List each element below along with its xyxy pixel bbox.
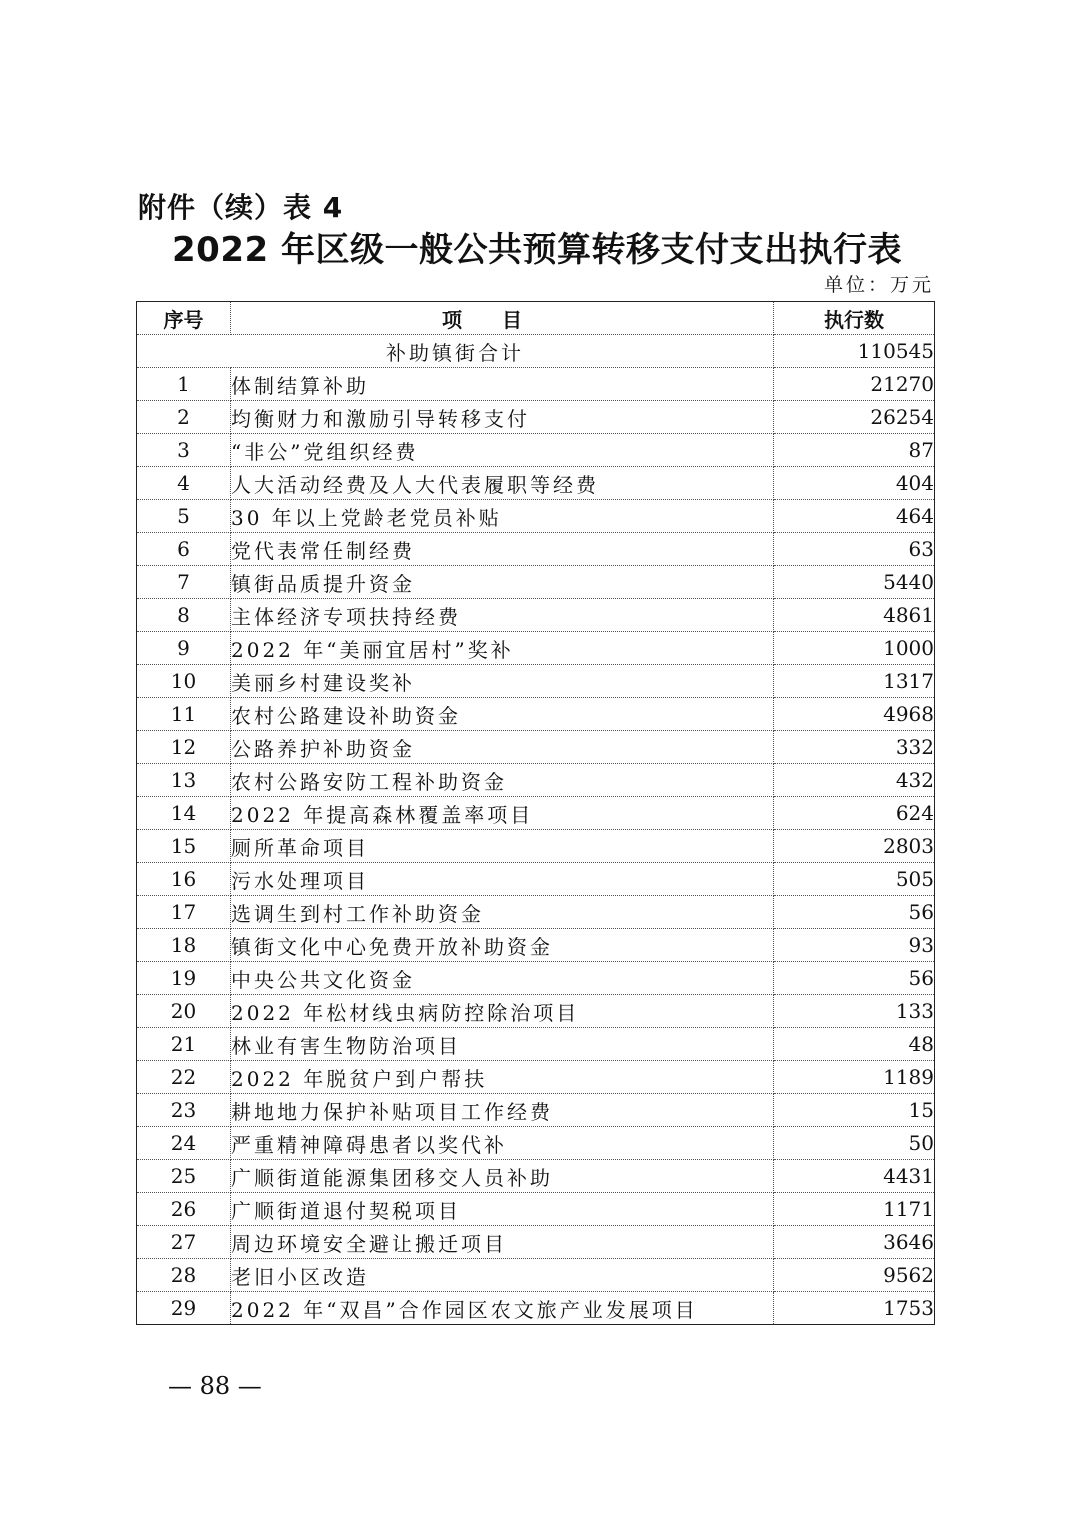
table-row	[137, 698, 935, 731]
row-number: 24	[137, 1127, 231, 1160]
row-item: 公路养护补助资金	[231, 731, 774, 764]
row-number: 3	[137, 434, 231, 467]
row-value: 56	[774, 896, 935, 929]
table-row	[137, 1061, 935, 1094]
row-value: 56	[774, 962, 935, 995]
row-item: 人大活动经费及人大代表履职等经费	[231, 467, 774, 500]
row-value: 21270	[774, 368, 935, 401]
row-item: 2022 年“美丽宜居村”奖补	[231, 632, 774, 665]
table-row	[137, 896, 935, 929]
row-item: 厕所革命项目	[231, 830, 774, 863]
table-row	[137, 764, 935, 797]
row-number: 12	[137, 731, 231, 764]
row-value: 1189	[774, 1061, 935, 1094]
row-value: 1000	[774, 632, 935, 665]
row-number: 2	[137, 401, 231, 434]
table-row	[137, 1259, 935, 1292]
unit-label: 单位：万元	[823, 274, 934, 296]
row-number: 11	[137, 698, 231, 731]
row-number: 9	[137, 632, 231, 665]
table-row	[137, 665, 935, 698]
row-number: 28	[137, 1259, 231, 1292]
row-item: 30 年以上党龄老党员补贴	[231, 500, 774, 533]
row-number: 22	[137, 1061, 231, 1094]
row-value: 5440	[774, 566, 935, 599]
row-item: 老旧小区改造	[231, 1259, 774, 1292]
row-item: 2022 年脱贫户到户帮扶	[231, 1061, 774, 1094]
row-number: 13	[137, 764, 231, 797]
row-item: 周边环境安全避让搬迁项目	[231, 1226, 774, 1259]
row-item: 农村公路建设补助资金	[231, 698, 774, 731]
table-row	[137, 962, 935, 995]
row-item: 广顺街道能源集团移交人员补助	[231, 1160, 774, 1193]
table-row	[137, 1160, 935, 1193]
row-number: 7	[137, 566, 231, 599]
table-row	[137, 1094, 935, 1127]
row-item: “非公”党组织经费	[231, 434, 774, 467]
row-item: 选调生到村工作补助资金	[231, 896, 774, 929]
row-number: 26	[137, 1193, 231, 1226]
row-item: 中央公共文化资金	[231, 962, 774, 995]
page-title: 2022 年区级一般公共预算转移支付支出执行表	[172, 230, 902, 270]
table-header-row	[137, 302, 935, 335]
row-number: 20	[137, 995, 231, 1028]
row-item: 美丽乡村建设奖补	[231, 665, 774, 698]
row-number: 23	[137, 1094, 231, 1127]
row-item: 主体经济专项扶持经费	[231, 599, 774, 632]
table-row	[137, 368, 935, 401]
row-number: 6	[137, 533, 231, 566]
row-item: 均衡财力和激励引导转移支付	[231, 401, 774, 434]
table-row	[137, 434, 935, 467]
table-row	[137, 632, 935, 665]
row-item: 党代表常任制经费	[231, 533, 774, 566]
table-row	[137, 929, 935, 962]
row-number: 17	[137, 896, 231, 929]
row-number: 14	[137, 797, 231, 830]
table-row	[137, 500, 935, 533]
table-row	[137, 731, 935, 764]
row-number: 18	[137, 929, 231, 962]
row-item: 广顺街道退付契税项目	[231, 1193, 774, 1226]
row-item: 体制结算补助	[231, 368, 774, 401]
row-value: 48	[774, 1028, 935, 1061]
table-row	[137, 1226, 935, 1259]
row-item: 农村公路安防工程补助资金	[231, 764, 774, 797]
page-number: — 88 —	[168, 1372, 262, 1400]
row-value: 4861	[774, 599, 935, 632]
attachment-label: 附件（续）表 4	[138, 191, 344, 224]
table-row	[137, 830, 935, 863]
row-value: 624	[774, 797, 935, 830]
row-number: 19	[137, 962, 231, 995]
header-no: 序号	[137, 302, 231, 335]
row-number: 21	[137, 1028, 231, 1061]
table-row	[137, 1127, 935, 1160]
row-value: 505	[774, 863, 935, 896]
row-value: 26254	[774, 401, 935, 434]
row-item: 林业有害生物防治项目	[231, 1028, 774, 1061]
row-value: 1171	[774, 1193, 935, 1226]
row-value: 1317	[774, 665, 935, 698]
row-number: 27	[137, 1226, 231, 1259]
row-value: 4431	[774, 1160, 935, 1193]
row-item: 2022 年提高森林覆盖率项目	[231, 797, 774, 830]
row-number: 8	[137, 599, 231, 632]
header-item: 项目	[231, 302, 774, 335]
row-number: 25	[137, 1160, 231, 1193]
row-item: 耕地地力保护补贴项目工作经费	[231, 1094, 774, 1127]
row-value: 63	[774, 533, 935, 566]
row-number: 10	[137, 665, 231, 698]
row-number: 29	[137, 1292, 231, 1325]
total-label: 补助镇街合计	[137, 335, 774, 368]
table-row	[137, 599, 935, 632]
row-value: 15	[774, 1094, 935, 1127]
table-row	[137, 401, 935, 434]
table-row	[137, 863, 935, 896]
total-row	[137, 335, 935, 368]
row-value: 4968	[774, 698, 935, 731]
row-value: 133	[774, 995, 935, 1028]
row-value: 404	[774, 467, 935, 500]
table-row	[137, 1292, 935, 1325]
row-number: 5	[137, 500, 231, 533]
row-value: 87	[774, 434, 935, 467]
row-number: 15	[137, 830, 231, 863]
row-value: 332	[774, 731, 935, 764]
row-item: 镇街文化中心免费开放补助资金	[231, 929, 774, 962]
row-item: 2022 年“双昌”合作园区农文旅产业发展项目	[231, 1292, 774, 1325]
table-row	[137, 1028, 935, 1061]
table-row	[137, 995, 935, 1028]
table-row	[137, 566, 935, 599]
row-item: 污水处理项目	[231, 863, 774, 896]
row-number: 1	[137, 368, 231, 401]
row-value: 9562	[774, 1259, 935, 1292]
row-item: 镇街品质提升资金	[231, 566, 774, 599]
row-item: 2022 年松材线虫病防控除治项目	[231, 995, 774, 1028]
row-item: 严重精神障碍患者以奖代补	[231, 1127, 774, 1160]
row-value: 3646	[774, 1226, 935, 1259]
row-number: 4	[137, 467, 231, 500]
row-value: 464	[774, 500, 935, 533]
row-value: 93	[774, 929, 935, 962]
total-value: 110545	[774, 335, 935, 368]
budget-table	[136, 301, 935, 1325]
header-value: 执行数	[774, 302, 935, 335]
table-row	[137, 1193, 935, 1226]
row-value: 1753	[774, 1292, 935, 1325]
row-value: 2803	[774, 830, 935, 863]
table-row	[137, 533, 935, 566]
row-number: 16	[137, 863, 231, 896]
table-row	[137, 797, 935, 830]
table-row	[137, 467, 935, 500]
row-value: 50	[774, 1127, 935, 1160]
row-value: 432	[774, 764, 935, 797]
